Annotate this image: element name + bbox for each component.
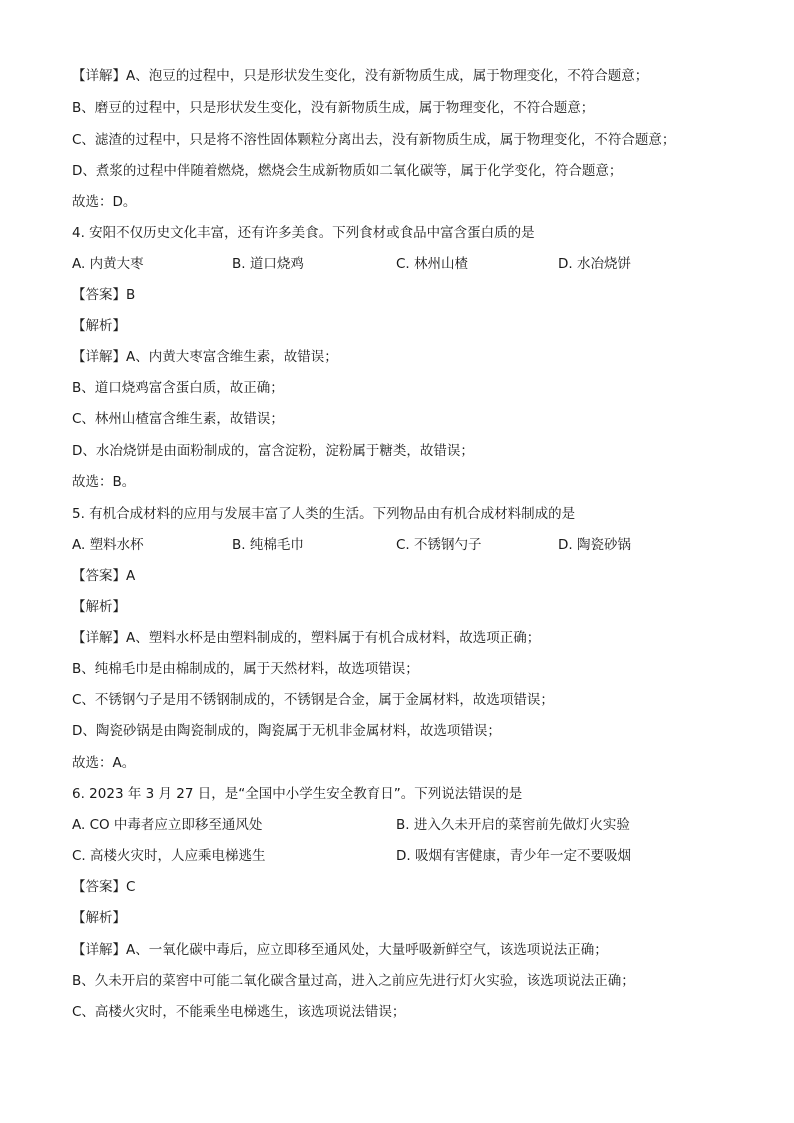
explanation-line: 【详解】A、一氧化碳中毒后，应立即移至通风处，大量呼吸新鲜空气，该选项说法正确； — [72, 942, 608, 958]
answer-label: 【答案】C — [72, 879, 136, 895]
option-c: C. 林州山楂 — [396, 256, 469, 272]
question-5-stem: 5. 有机合成材料的应用与发展丰富了人类的生活。下列物品由有机合成材料制成的是 — [72, 506, 576, 522]
option-d: D. 水冶烧饼 — [558, 256, 631, 272]
explanation-line: B、道口烧鸡富含蛋白质，故正确； — [72, 380, 284, 396]
option-b: B. 纯棉毛巾 — [232, 537, 304, 553]
explanation-line: B、磨豆的过程中，只是形状发生变化，没有新物质生成，属于物理变化，不符合题意； — [72, 100, 595, 116]
explanation-line: B、久未开启的菜窖中可能二氧化碳含量过高，进入之前应先进行灯火实验，该选项说法正确； — [72, 973, 635, 989]
question-6-stem: 6. 2023 年 3 月 27 日，是“全国中小学生安全教育日”。下列说法错误的是 — [72, 786, 523, 802]
choice-line: 故选：D。 — [72, 194, 137, 210]
explanation-line: D、煮浆的过程中伴随着燃烧，燃烧会生成新物质如二氧化碳等，属于化学变化，符合题意； — [72, 163, 623, 179]
option-c: C. 不锈钢勺子 — [396, 537, 482, 553]
analysis-label: 【解析】 — [72, 910, 126, 926]
question-6-options-row-2 — [72, 844, 734, 868]
explanation-line: C、滤渣的过程中，只是将不溶性固体颗粒分离出去，没有新物质生成，属于物理变化，不符合题意； — [72, 132, 676, 148]
explanation-line: C、高楼火灾时，不能乘坐电梯逃生，该选项说法错误； — [72, 1004, 406, 1020]
explanation-line: 【详解】A、泡豆的过程中，只是形状发生变化，没有新物质生成，属于物理变化，不符合题意； — [72, 68, 649, 84]
option-a: A. CO 中毒者应立即移至通风处 — [72, 817, 263, 833]
explanation-line: B、纯棉毛巾是由棉制成的，属于天然材料，故选项错误； — [72, 661, 419, 677]
question-6-options-row-1 — [72, 813, 734, 837]
analysis-label: 【解析】 — [72, 318, 126, 334]
option-c: C. 高楼火灾时，人应乘电梯逃生 — [72, 848, 266, 864]
explanation-line: D、水冶烧饼是由面粉制成的，富含淀粉，淀粉属于糖类，故错误； — [72, 443, 474, 459]
option-b: B. 道口烧鸡 — [232, 256, 304, 272]
analysis-label: 【解析】 — [72, 599, 126, 615]
answer-label: 【答案】B — [72, 287, 136, 303]
question-4-stem: 4. 安阳不仅历史文化丰富，还有许多美食。下列食材或食品中富含蛋白质的是 — [72, 225, 535, 241]
explanation-line: C、不锈钢勺子是用不锈钢制成的，不锈钢是合金，属于金属材料，故选项错误； — [72, 692, 554, 708]
answer-label: 【答案】A — [72, 568, 136, 584]
option-d: D. 吸烟有害健康，青少年一定不要吸烟 — [396, 848, 631, 864]
choice-line: 故选：A。 — [72, 755, 136, 771]
choice-line: 故选：B。 — [72, 474, 136, 490]
explanation-line: 【详解】A、内黄大枣富含维生素，故错误； — [72, 349, 338, 365]
option-a: A. 内黄大枣 — [72, 256, 144, 272]
option-b: B. 进入久未开启的菜窖前先做灯火实验 — [396, 817, 630, 833]
question-4-options — [72, 252, 734, 276]
explanation-line: 【详解】A、塑料水杯是由塑料制成的，塑料属于有机合成材料，故选项正确； — [72, 630, 541, 646]
question-5-options — [72, 533, 734, 557]
explanation-line: D、陶瓷砂锅是由陶瓷制成的，陶瓷属于无机非金属材料，故选项错误； — [72, 723, 501, 739]
option-d: D. 陶瓷砂锅 — [558, 537, 631, 553]
option-a: A. 塑料水杯 — [72, 537, 144, 553]
explanation-line: C、林州山楂富含维生素，故错误； — [72, 411, 284, 427]
